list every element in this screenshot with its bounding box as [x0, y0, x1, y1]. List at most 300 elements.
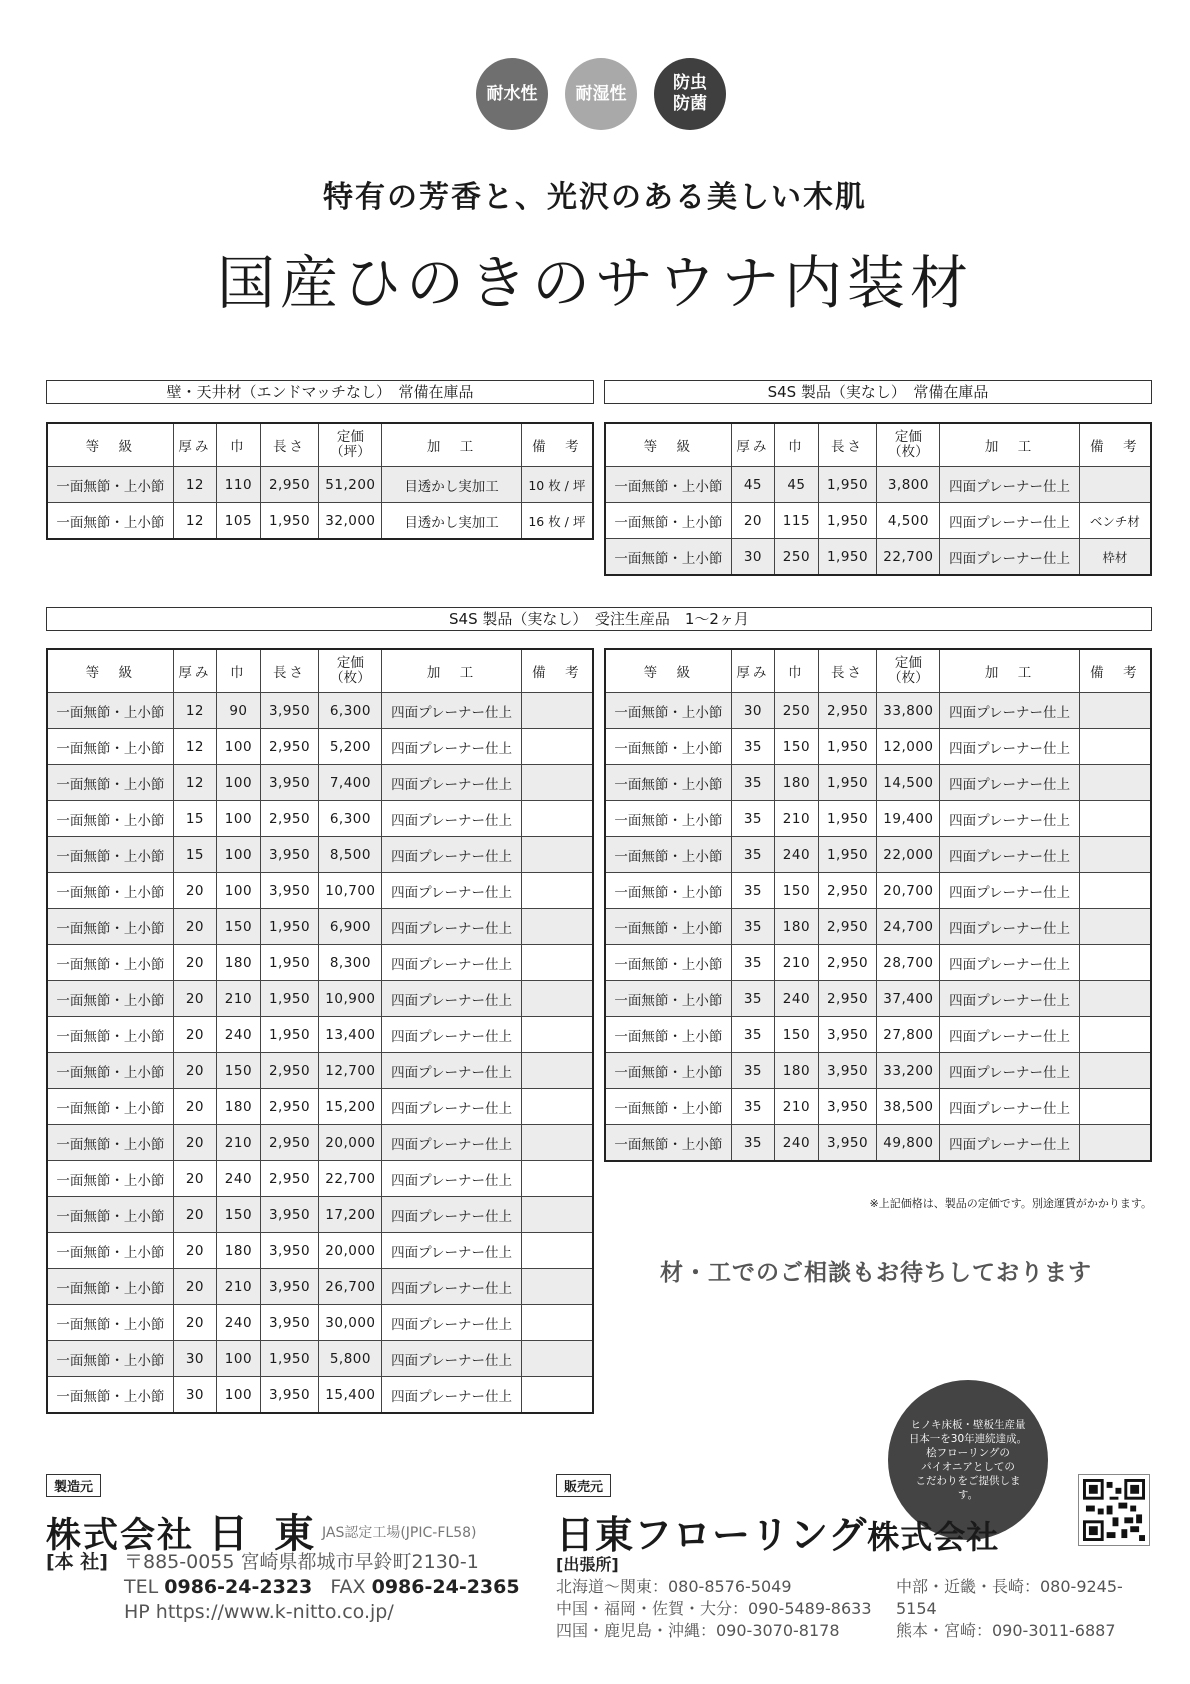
cell-price: 33,200	[877, 1053, 940, 1089]
cell-remarks	[1079, 981, 1151, 1017]
cell-price: 30,000	[319, 1305, 382, 1341]
manufacturer-prefix: 株式会社	[46, 1516, 195, 1556]
cell-thickness: 15	[173, 837, 217, 873]
cell-remarks	[521, 1341, 593, 1377]
header-grade	[605, 423, 731, 467]
cell-width: 115	[775, 503, 819, 539]
cell-length: 1,950	[818, 765, 877, 801]
branch-kumamoto-miyazaki: 熊本・宮崎：090-3011-6887	[896, 1621, 1116, 1640]
table-row	[605, 729, 1151, 765]
table-row	[47, 1341, 593, 1377]
homepage-link[interactable]: HP https://www.k-nitto.co.jp/	[124, 1601, 394, 1623]
cell-price: 32,000	[319, 503, 382, 540]
cell-remarks: 16 枚 / 坪	[521, 503, 593, 540]
header-thickness-label: 厚み	[736, 665, 770, 681]
cell-thickness: 35	[731, 873, 775, 909]
header-price	[877, 649, 940, 693]
cell-remarks	[521, 1089, 593, 1125]
table-row	[605, 1125, 1151, 1162]
header-process-label: 加 工	[426, 665, 477, 681]
cell-width: 105	[217, 503, 261, 540]
cell-width: 210	[217, 1269, 261, 1305]
cell-length: 3,950	[260, 837, 319, 873]
tel-label: TEL	[124, 1576, 159, 1598]
hq-address: 〒885-0055 宮崎県都城市早鈴町2130-1	[124, 1551, 479, 1573]
cell-grade: 一面無節・上小節	[605, 981, 731, 1017]
cell-width: 210	[775, 945, 819, 981]
cell-thickness: 12	[173, 729, 217, 765]
cell-grade: 一面無節・上小節	[47, 729, 173, 765]
cell-grade: 一面無節・上小節	[47, 909, 173, 945]
cell-process: 四面プレーナー仕上	[382, 1125, 521, 1161]
cell-length: 2,950	[818, 909, 877, 945]
cell-length: 3,950	[818, 1089, 877, 1125]
table-header-row	[47, 423, 593, 467]
header-remarks	[521, 423, 593, 467]
table-row	[47, 765, 593, 801]
cell-width: 150	[775, 729, 819, 765]
cell-grade: 一面無節・上小節	[47, 801, 173, 837]
cell-process: 四面プレーナー仕上	[940, 467, 1079, 503]
jas-certification: JAS認定工場(JPIC-FL58)	[322, 1525, 477, 1541]
cell-width: 250	[775, 693, 819, 729]
table-header-row	[47, 649, 593, 693]
branch-hokkaido-kanto: 北海道〜関東：080-8576-5049	[556, 1577, 792, 1596]
cell-thickness: 30	[173, 1341, 217, 1377]
cell-process: 四面プレーナー仕上	[940, 765, 1079, 801]
cell-length: 2,950	[818, 693, 877, 729]
branch-shikoku-okinawa: 四国・鹿児島・沖縄：090-3070-8178	[556, 1621, 840, 1640]
seller-branches-right	[896, 1576, 1152, 1642]
header-grade-label: 等 級	[643, 665, 694, 681]
section3-heading: S4S 製品（実なし） 受注生産品 1〜2ヶ月	[46, 607, 1152, 631]
table-row	[47, 801, 593, 837]
header-price-line2: （枚）	[888, 444, 929, 460]
header-length	[818, 649, 877, 693]
cell-width: 210	[217, 1125, 261, 1161]
seller-suffix: 株式会社	[867, 1518, 1000, 1556]
cell-process: 四面プレーナー仕上	[940, 909, 1079, 945]
cell-price: 12,700	[319, 1053, 382, 1089]
header-length	[260, 423, 319, 467]
cell-process: 目透かし実加工	[382, 503, 521, 540]
cell-length: 3,950	[260, 1305, 319, 1341]
cell-process: 四面プレーナー仕上	[382, 1269, 521, 1305]
cell-length: 1,950	[818, 539, 877, 576]
cell-width: 240	[775, 981, 819, 1017]
cell-price: 33,800	[877, 693, 940, 729]
cell-length: 2,950	[260, 1053, 319, 1089]
header-grade	[605, 649, 731, 693]
cell-length: 1,950	[818, 729, 877, 765]
header-width	[217, 649, 261, 693]
cell-length: 2,950	[260, 801, 319, 837]
badge-moisture-resistant: 耐湿性	[565, 58, 637, 130]
cell-grade: 一面無節・上小節	[47, 981, 173, 1017]
cell-width: 180	[775, 909, 819, 945]
cell-process: 四面プレーナー仕上	[940, 981, 1079, 1017]
cell-price: 37,400	[877, 981, 940, 1017]
cell-thickness: 20	[173, 1125, 217, 1161]
cell-price: 17,200	[319, 1197, 382, 1233]
cell-process: 四面プレーナー仕上	[940, 1053, 1079, 1089]
cell-width: 240	[775, 1125, 819, 1162]
cell-grade: 一面無節・上小節	[605, 765, 731, 801]
cell-remarks	[521, 693, 593, 729]
cell-thickness: 12	[173, 503, 217, 540]
cell-grade: 一面無節・上小節	[47, 837, 173, 873]
cell-width: 210	[217, 981, 261, 1017]
page-title: 国産ひのきのサウナ内装材	[216, 249, 973, 317]
cell-process: 四面プレーナー仕上	[940, 945, 1079, 981]
header-width-label: 巾	[230, 439, 247, 455]
header-thickness	[731, 423, 775, 467]
cell-remarks	[1079, 765, 1151, 801]
cell-width: 150	[217, 1197, 261, 1233]
cell-length: 3,950	[260, 1377, 319, 1414]
table-row	[47, 1305, 593, 1341]
price-note: ※上記価格は、製品の定価です。別途運賃がかかります。	[869, 1197, 1152, 1210]
cell-length: 3,950	[260, 1233, 319, 1269]
cell-length: 1,950	[260, 981, 319, 1017]
cell-thickness: 30	[731, 693, 775, 729]
cell-length: 2,950	[260, 1089, 319, 1125]
cell-price: 14,500	[877, 765, 940, 801]
cell-thickness: 45	[731, 467, 775, 503]
cell-thickness: 35	[731, 981, 775, 1017]
cell-price: 13,400	[319, 1017, 382, 1053]
cell-process: 四面プレーナー仕上	[382, 837, 521, 873]
cell-remarks	[1079, 1089, 1151, 1125]
header-process-label: 加 工	[984, 665, 1035, 681]
qr-code-icon[interactable]	[1078, 1474, 1150, 1546]
cell-thickness: 12	[173, 765, 217, 801]
cell-width: 150	[775, 873, 819, 909]
cell-grade: 一面無節・上小節	[605, 909, 731, 945]
cell-process: 四面プレーナー仕上	[940, 1089, 1079, 1125]
header-width	[217, 423, 261, 467]
cell-thickness: 20	[173, 1305, 217, 1341]
header-process-label: 加 工	[426, 439, 477, 455]
header-price-line1: 定価	[336, 429, 364, 445]
cell-width: 180	[217, 1233, 261, 1269]
cell-process: 四面プレーナー仕上	[382, 1017, 521, 1053]
cell-width: 110	[217, 467, 261, 503]
cell-remarks	[521, 909, 593, 945]
cell-width: 100	[217, 837, 261, 873]
table-row	[47, 1377, 593, 1414]
cell-grade: 一面無節・上小節	[47, 1197, 173, 1233]
cell-grade: 一面無節・上小節	[605, 1017, 731, 1053]
manufacturer-tag: 製造元	[46, 1474, 101, 1497]
table-row	[47, 981, 593, 1017]
header-price-line1: 定価	[336, 655, 364, 671]
header-length	[818, 423, 877, 467]
cell-thickness: 20	[173, 1161, 217, 1197]
cell-thickness: 35	[731, 765, 775, 801]
cell-width: 90	[217, 693, 261, 729]
cell-width: 180	[775, 1053, 819, 1089]
cell-process: 四面プレーナー仕上	[382, 1197, 521, 1233]
cell-process: 四面プレーナー仕上	[940, 1125, 1079, 1162]
header-length	[260, 649, 319, 693]
table-row	[47, 503, 593, 540]
header-thickness	[731, 649, 775, 693]
cell-process: 四面プレーナー仕上	[940, 837, 1079, 873]
header-remarks	[1079, 649, 1151, 693]
cell-process: 四面プレーナー仕上	[940, 873, 1079, 909]
cell-process: 四面プレーナー仕上	[940, 729, 1079, 765]
cell-process: 四面プレーナー仕上	[382, 1341, 521, 1377]
header-price	[319, 649, 382, 693]
table-header-row	[605, 649, 1151, 693]
cell-width: 180	[217, 945, 261, 981]
table-row	[605, 873, 1151, 909]
cell-thickness: 20	[173, 1017, 217, 1053]
cell-process: 四面プレーナー仕上	[382, 945, 521, 981]
section2-heading: S4S 製品（実なし） 常備在庫品	[604, 380, 1152, 404]
cell-remarks	[521, 873, 593, 909]
cell-price: 51,200	[319, 467, 382, 503]
header-price	[877, 423, 940, 467]
pioneer-text: ヒノキ床板・壁板生産量 日本一を30年連続達成。 桧フローリングの パイオニアとしての こだわりをご提供します。	[908, 1419, 1028, 1501]
cell-remarks	[1079, 801, 1151, 837]
fax-number: 0986-24-2365	[371, 1576, 520, 1598]
cell-grade: 一面無節・上小節	[47, 1269, 173, 1305]
cell-price: 20,000	[319, 1233, 382, 1269]
cell-price: 24,700	[877, 909, 940, 945]
cell-length: 2,950	[260, 467, 319, 503]
cell-remarks	[521, 801, 593, 837]
cell-grade: 一面無節・上小節	[47, 765, 173, 801]
cell-thickness: 20	[173, 1053, 217, 1089]
cell-thickness: 12	[173, 467, 217, 503]
table-row	[605, 765, 1151, 801]
seller-tag: 販売元	[556, 1474, 611, 1497]
cell-length: 2,950	[818, 945, 877, 981]
cell-grade: 一面無節・上小節	[47, 945, 173, 981]
cell-width: 240	[217, 1161, 261, 1197]
cell-width: 210	[775, 801, 819, 837]
header-price-line2: （枚）	[888, 670, 929, 686]
cell-width: 150	[775, 1017, 819, 1053]
cell-thickness: 20	[173, 1269, 217, 1305]
table-s4s-order-left	[46, 648, 594, 1414]
cell-price: 10,900	[319, 981, 382, 1017]
table-s4s-order-right	[604, 648, 1152, 1162]
cell-process: 四面プレーナー仕上	[940, 801, 1079, 837]
cell-width: 100	[217, 1341, 261, 1377]
cell-price: 22,000	[877, 837, 940, 873]
cell-length: 1,950	[818, 837, 877, 873]
cell-length: 1,950	[818, 801, 877, 837]
cell-length: 3,950	[260, 873, 319, 909]
hq-label: [本 社]	[46, 1551, 108, 1573]
cell-thickness: 35	[731, 945, 775, 981]
seller-name	[556, 1504, 999, 1559]
header-remarks-label: 備 考	[1090, 665, 1140, 681]
header-length-label: 長さ	[831, 439, 865, 455]
cell-remarks	[521, 1269, 593, 1305]
table-row	[605, 693, 1151, 729]
table-row	[605, 1053, 1151, 1089]
header-process	[940, 423, 1079, 467]
table-row	[47, 1269, 593, 1305]
cell-price: 38,500	[877, 1089, 940, 1125]
cell-thickness: 30	[173, 1377, 217, 1414]
cell-price: 5,800	[319, 1341, 382, 1377]
header-grade-label: 等 級	[643, 439, 694, 455]
cell-remarks	[521, 729, 593, 765]
cell-length: 1,950	[260, 909, 319, 945]
cell-remarks	[521, 1305, 593, 1341]
cell-grade: 一面無節・上小節	[47, 1125, 173, 1161]
cell-thickness: 30	[731, 539, 775, 576]
header-thickness	[173, 423, 217, 467]
header-thickness-label: 厚み	[736, 439, 770, 455]
cell-thickness: 35	[731, 729, 775, 765]
cell-width: 100	[217, 801, 261, 837]
badge-insect-antibacterial: 防虫 防菌	[654, 58, 726, 130]
cell-length: 3,950	[818, 1053, 877, 1089]
cell-thickness: 35	[731, 909, 775, 945]
table-row	[47, 729, 593, 765]
cell-remarks	[521, 837, 593, 873]
cell-price: 22,700	[319, 1161, 382, 1197]
cell-thickness: 20	[173, 909, 217, 945]
cell-thickness: 35	[731, 1053, 775, 1089]
cell-grade: 一面無節・上小節	[605, 729, 731, 765]
cell-price: 22,700	[877, 539, 940, 576]
table-row	[605, 1089, 1151, 1125]
cell-length: 1,950	[818, 503, 877, 539]
cell-thickness: 35	[731, 1017, 775, 1053]
cell-price: 6,300	[319, 693, 382, 729]
cell-width: 150	[217, 1053, 261, 1089]
cell-process: 四面プレーナー仕上	[382, 1161, 521, 1197]
cell-length: 3,950	[818, 1125, 877, 1162]
cell-thickness: 20	[731, 503, 775, 539]
header-width	[775, 423, 819, 467]
table-row	[47, 873, 593, 909]
cell-grade: 一面無節・上小節	[47, 873, 173, 909]
seller-main: 日東フローリング	[556, 1513, 868, 1557]
cell-length: 1,950	[260, 1341, 319, 1377]
cell-grade: 一面無節・上小節	[605, 801, 731, 837]
header-remarks-label: 備 考	[532, 665, 582, 681]
cell-price: 19,400	[877, 801, 940, 837]
cell-thickness: 35	[731, 837, 775, 873]
header-process	[382, 423, 521, 467]
cell-remarks	[521, 981, 593, 1017]
cell-remarks	[1079, 693, 1151, 729]
header-remarks	[1079, 423, 1151, 467]
cell-process: 四面プレーナー仕上	[382, 981, 521, 1017]
cell-length: 3,950	[818, 1017, 877, 1053]
cell-remarks	[1079, 467, 1151, 503]
header-process	[940, 649, 1079, 693]
cell-remarks	[1079, 1017, 1151, 1053]
cell-length: 1,950	[818, 467, 877, 503]
cell-grade: 一面無節・上小節	[47, 1305, 173, 1341]
cell-grade: 一面無節・上小節	[605, 837, 731, 873]
table-row	[47, 909, 593, 945]
cell-process: 四面プレーナー仕上	[940, 1017, 1079, 1053]
cell-remarks	[1079, 837, 1151, 873]
cell-process: 四面プレーナー仕上	[940, 503, 1079, 539]
cell-thickness: 20	[173, 981, 217, 1017]
cell-price: 20,000	[319, 1125, 382, 1161]
cell-width: 250	[775, 539, 819, 576]
table-row	[605, 981, 1151, 1017]
header-remarks	[521, 649, 593, 693]
table-row	[605, 539, 1151, 576]
cell-grade: 一面無節・上小節	[47, 1161, 173, 1197]
subtitle: 特有の芳香と、光沢のある美しい木肌	[323, 180, 867, 215]
table-row	[605, 503, 1151, 539]
cell-thickness: 20	[173, 1089, 217, 1125]
header-length-label: 長さ	[273, 665, 307, 681]
cell-price: 15,400	[319, 1377, 382, 1414]
cell-price: 8,500	[319, 837, 382, 873]
header-width-label: 巾	[788, 439, 805, 455]
table-row	[47, 1089, 593, 1125]
branch-chugoku-kyushu: 中国・福岡・佐賀・大分：090-5489-8633	[556, 1599, 872, 1618]
cell-remarks	[1079, 945, 1151, 981]
cell-process: 四面プレーナー仕上	[940, 693, 1079, 729]
cell-remarks	[521, 765, 593, 801]
cell-process: 四面プレーナー仕上	[382, 693, 521, 729]
manufacturer-main: 日 東	[208, 1511, 321, 1557]
cell-price: 3,800	[877, 467, 940, 503]
cell-grade: 一面無節・上小節	[47, 693, 173, 729]
cell-remarks	[521, 1197, 593, 1233]
cell-grade: 一面無節・上小節	[47, 1053, 173, 1089]
table-row	[47, 1017, 593, 1053]
header-thickness	[173, 649, 217, 693]
cell-length: 2,950	[818, 981, 877, 1017]
cell-grade: 一面無節・上小節	[605, 1089, 731, 1125]
table-s4s-stock	[604, 422, 1152, 576]
cell-grade: 一面無節・上小節	[605, 693, 731, 729]
header-process-label: 加 工	[984, 439, 1035, 455]
cell-remarks	[521, 1017, 593, 1053]
cell-remarks	[1079, 909, 1151, 945]
table-row	[605, 1017, 1151, 1053]
table-wall-ceiling	[46, 422, 594, 540]
header-grade-label: 等 級	[85, 665, 136, 681]
badge-water-resistant: 耐水性	[476, 58, 548, 130]
cell-thickness: 35	[731, 1125, 775, 1162]
cell-remarks	[521, 1125, 593, 1161]
cell-thickness: 20	[173, 1233, 217, 1269]
cell-grade: 一面無節・上小節	[605, 503, 731, 539]
header-length-label: 長さ	[831, 665, 865, 681]
cell-process: 四面プレーナー仕上	[382, 729, 521, 765]
header-grade-label: 等 級	[85, 439, 136, 455]
cell-width: 150	[217, 909, 261, 945]
cell-thickness: 15	[173, 801, 217, 837]
cell-process: 四面プレーナー仕上	[382, 1089, 521, 1125]
cell-price: 12,000	[877, 729, 940, 765]
cell-length: 2,950	[260, 1125, 319, 1161]
cell-length: 1,950	[260, 503, 319, 540]
table-row	[47, 1053, 593, 1089]
cell-process: 四面プレーナー仕上	[382, 909, 521, 945]
cell-remarks	[1079, 873, 1151, 909]
cell-width: 210	[775, 1089, 819, 1125]
cell-price: 15,200	[319, 1089, 382, 1125]
